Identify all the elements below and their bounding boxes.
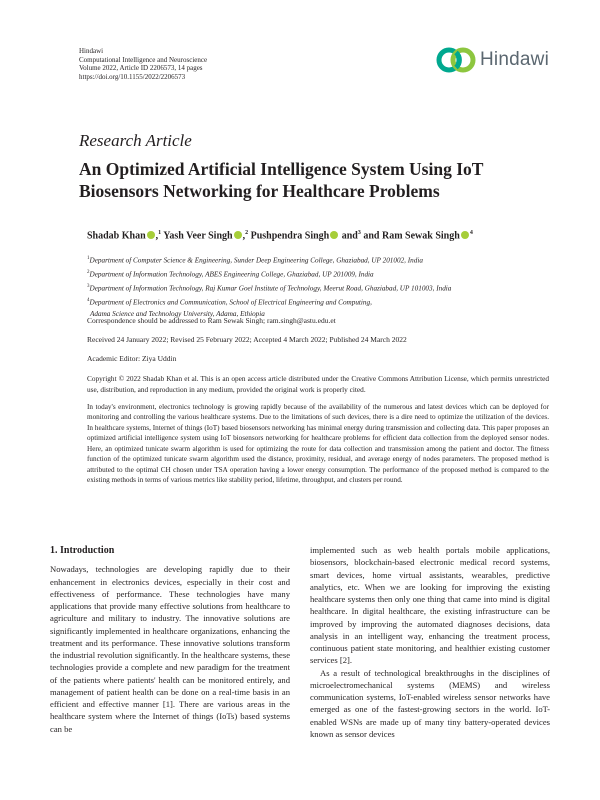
author-list: Shadab Khan ,$^1$ Yash Veer Singh ,$^2$ Pushpendra Singh and$^3$ and Ram Sewak Singh $^4$ [87,230,473,242]
copyright-notice: Copyright © 2022 Shadab Khan et al. This is an open access article distributed under the Creative Commons Attribution License, which permits unrestricted use, distribution, and reproduction in any medium, provided the original work is properly cited. [87,374,549,394]
author-name: Shadab Khan [87,230,146,242]
affiliation: $^4$Department of Electronics and Communication, School of Electrical Engineering and Computing, [87,297,372,307]
correspondence: Correspondence should be addressed to Ram Sewak Singh; ram.singh@astu.edu.et [87,316,336,325]
author-name: Yash Veer Singh [163,230,233,242]
right-column [310,544,550,740]
affiliation-continued: Adama Science and Technology University, Adama, Ethiopia [90,309,265,318]
orcid-icon[interactable] [147,231,155,239]
paragraph: As a result of technological breakthroughs in the disciplines of microelectromechanical systems (MEMS) and wireless communication systems, IoT-enabled wireless sensor networks have emerged as one of the fastest-growing sectors in the world. IoT-enabled WSNs are made up of many tiny battery-operated devices known as sensor devices [310,667,550,739]
affiliation: $^2$Department of Information Technology, ABES Engineering College, Ghaziabad, UP 201009, India [87,269,374,279]
left-column [50,545,290,735]
paragraph: implemented such as web health portals mobile applications, biosensors, blockchain-based electronic medical record systems, smart devices, home virtual assistants, wearables, predictive analytics, etc. When we are looking for improving the existing healthcare systems then only one thing that came into mind is digital healthcare. In digital healthcare, the existing infrastructure can be improved by improving the automated diagnoses decisions, data analysis in an intelligent way, enhancing the treatment process, continuous patient state monitoring, and healthier existing customer services [2]. [310,545,550,666]
hindawi-logo-text: Hindawi [480,49,549,70]
article-dates: Received 24 January 2022; Revised 25 February 2022; Accepted 4 March 2022; Published 24 March 2022 [87,335,407,344]
section-heading: 1. Introduction [50,545,115,556]
author-name: Pushpendra Singh [250,230,330,242]
journal-publisher: Hindawi [79,47,104,55]
orcid-icon[interactable] [461,231,469,239]
journal-name: Computational Intelligence and Neuroscience [79,55,208,64]
orcid-icon[interactable] [330,231,338,239]
hindawi-logo-icon [436,46,476,74]
journal-volume: Volume 2022, Article ID 2206573, 14 pages [79,64,203,73]
paragraph: Nowadays, technologies are developing rapidly due to their enhancement in electronics devices, especially in their cost and effectiveness of performance. These technologies have many applications that provide many effective solutions from healthcare to agriculture and military to industry. The innovative solutions are significantly implemented in healthcare organizations, enhancing the treatment and its performance. These innovative solutions transform the industrial revolution significantly. In the healthcare systems, these technologies provide a complete and new paradigm for the treatment of the patients where patients' health can be monitored entirely, and management of patient health can be done on a real-time basis in an efficient and effective manner [1]. There are various areas in the healthcare system where the Internet of things (IoTs) based systems can be [50,564,291,734]
affiliation: $^3$Department of Information Technology, Raj Kumar Goel Institute of Technology, Meerut Road, Ghaziabad, UP 101003, India [87,283,452,293]
journal-meta [79,47,207,81]
affiliations [87,253,451,320]
academic-editor: Academic Editor: Ziya Uddin [87,354,177,363]
abstract: In today's environment, electronics technology is growing rapidly because of the availability of the numerous and latest devices which can be deployed for monitoring and controlling the various healthcare systems. Due to the limitations of such devices, there is a dire need to optimize the utilization of the devices. In healthcare systems, Internet of things (IoT) based biosensors networking has minimal energy during transmission and collecting data. This paper proposes an optimized artificial intelligence system using IoT biosensors networking for healthcare problems for efficient data collection from the deployed sensor nodes. Here, an optimized tunicate swarm algorithm is used for optimizing the route for data collection and transmission among the patient and doctor. The fitness function of the optimized tunicate swarm algorithm used the distance, proximity, residual, and average energy of nodes parameters. The proposed method is attributed to the optimal CH chosen under TSA operation having a lower energy consumption. The performance of the proposed method is compared to the existing methods in terms of various metrics like stability period, lifetime, throughput, and clusters per round. [87,403,549,485]
journal-doi[interactable]: https://doi.org/10.1155/2022/2206573 [79,72,186,81]
hindawi-logo[interactable] [436,46,549,74]
author-name: Ram Sewak Singh [382,230,460,242]
affiliation: $^1$Department of Computer Science & Engineering, Sunder Deep Engineering College, Ghaziabad, UP 201002, India [87,256,423,265]
orcid-icon[interactable] [234,231,242,239]
paper-title: An Optimized Artificial Intelligence System Using IoT Biosensors Networking for Healthcare Problems [79,159,484,201]
article-type: Research Article [79,131,192,150]
